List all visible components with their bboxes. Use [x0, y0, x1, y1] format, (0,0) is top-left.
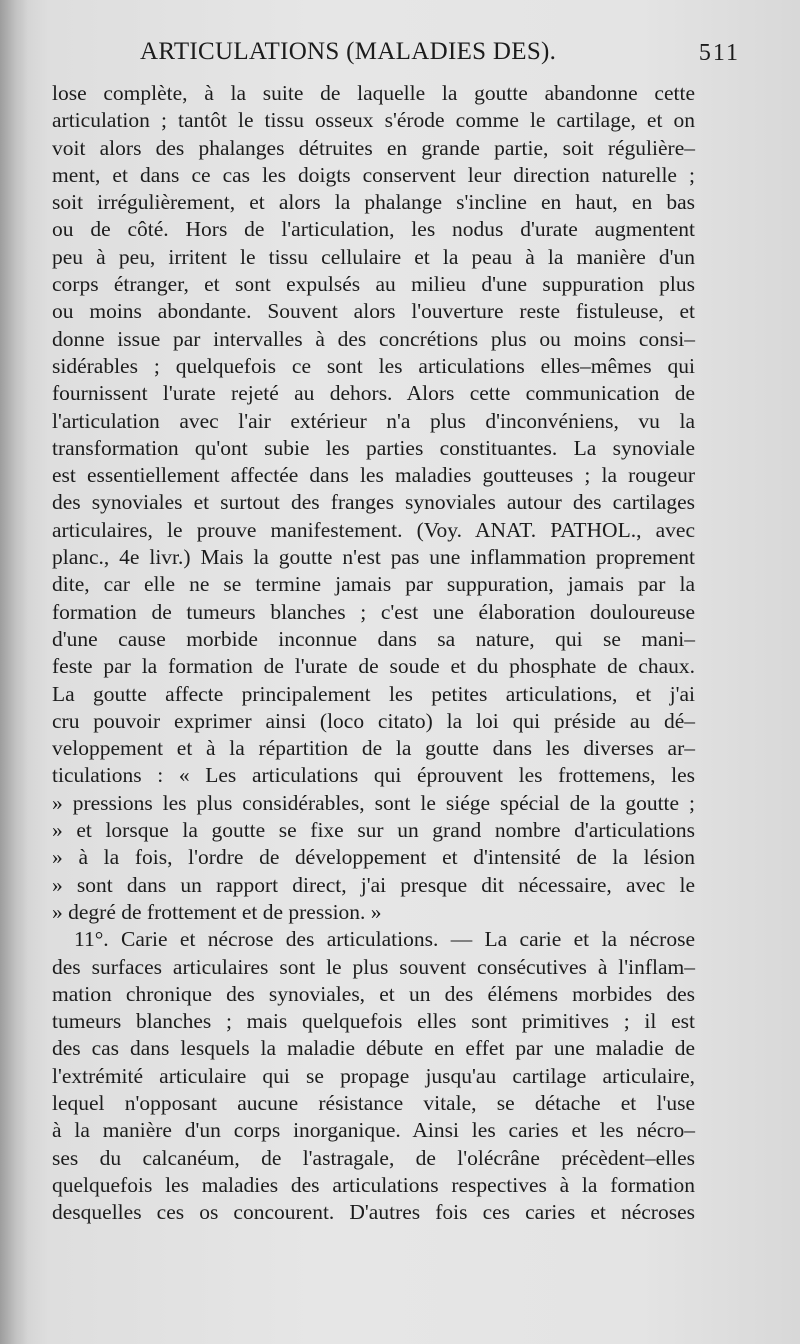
text-line: veloppement et à la répartition de la goutte dans les diverses ar– [52, 736, 695, 761]
text-line: lequel n'opposant aucune résistance vitale, se détache et l'use [52, 1090, 695, 1115]
text-line: voit alors des phalanges détruites en grande partie, soit régulière– [52, 135, 695, 160]
text-line: dite, car elle ne se termine jamais par suppuration, jamais par la [52, 572, 695, 597]
page-header [140, 38, 740, 78]
text-line: ses du calcanéum, de l'astragale, de l'olécrâne précèdent–elles [52, 1145, 695, 1170]
text-line: articulaires, le prouve manifestement. (Voy. ANAT. PATHOL., avec [52, 517, 695, 542]
text-line: » à la fois, l'ordre de développement et d'intensité de la lésion [52, 845, 695, 870]
running-title: ARTICULATIONS (MALADIES DES). [140, 38, 557, 65]
text-line: transformation qu'ont subie les parties constituantes. La synoviale [52, 435, 695, 460]
text-line: sidérables ; quelquefois ce sont les articulations elles–mêmes qui [52, 353, 695, 378]
text-line: quelquefois les maladies des articulations respectives à la formation [52, 1172, 695, 1197]
text-line: peu à peu, irritent le tissu cellulaire et la peau à la manière d'un [52, 244, 695, 269]
text-line: ou moins abondante. Souvent alors l'ouverture reste fistuleuse, et [52, 299, 695, 324]
text-line: desquelles ces os concourent. D'autres fois ces caries et nécroses [52, 1200, 695, 1225]
text-line: ment, et dans ce cas les doigts conservent leur direction naturelle ; [52, 162, 695, 187]
text-line: l'articulation avec l'air extérieur n'a plus d'inconvéniens, vu la [52, 408, 695, 433]
text-line: des cas dans lesquels la maladie débute en effet par une maladie de [52, 1036, 695, 1061]
text-line: planc., 4e livr.) Mais la goutte n'est pas une inflammation proprement [52, 545, 695, 570]
body-text [52, 80, 695, 1226]
text-line: ticulations : « Les articulations qui éprouvent les frottemens, les [52, 763, 695, 788]
text-line: La goutte affecte principalement les petites articulations, et j'ai [52, 681, 695, 706]
text-line: corps étranger, et sont expulsés au milieu d'une suppuration plus [52, 272, 695, 297]
text-line: feste par la formation de l'urate de soude et du phosphate de chaux. [52, 654, 695, 679]
text-line: soit irrégulièrement, et alors la phalange s'incline en haut, en bas [52, 190, 695, 215]
text-line: cru pouvoir exprimer ainsi (loco citato) la loi qui préside au dé– [52, 708, 695, 733]
text-line: ou de côté. Hors de l'articulation, les nodus d'urate augmentent [52, 217, 695, 242]
text-line: lose complète, à la suite de laquelle la goutte abandonne cette [52, 81, 695, 105]
text-line: fournissent l'urate rejeté au dehors. Alors cette communication de [52, 381, 695, 406]
text-line: donne issue par intervalles à des concrétions plus ou moins consi– [52, 326, 695, 351]
page-gutter-shadow [0, 0, 28, 1344]
text-line: d'une cause morbide inconnue dans sa nature, qui se mani– [52, 626, 695, 651]
text-line: mation chronique des synoviales, et un des élémens morbides des [52, 981, 695, 1006]
text-line: des synoviales et surtout des franges synoviales autour des cartilages [52, 490, 695, 515]
page-number: 511 [698, 40, 740, 66]
text-line: tumeurs blanches ; mais quelquefois elles sont primitives ; il est [52, 1009, 695, 1034]
text-line: articulation ; tantôt le tissu osseux s'érode comme le cartilage, et on [52, 108, 695, 133]
section-heading-line: 11°. Carie et nécrose des articulations. — La carie et la nécrose [74, 927, 695, 952]
text-line: des surfaces articulaires sont le plus souvent consécutives à l'inflam– [52, 954, 695, 979]
text-line: à la manière d'un corps inorganique. Ainsi les caries et les nécro– [52, 1118, 695, 1143]
text-line: » et lorsque la goutte se fixe sur un grand nombre d'articulations [52, 818, 695, 843]
text-line: » degré de frottement et de pression. » [52, 899, 382, 924]
text-line: » pressions les plus considérables, sont le siége spécial de la goutte ; [52, 790, 695, 815]
text-line: est essentiellement affectée dans les maladies goutteuses ; la rougeur [52, 463, 695, 488]
text-line: l'extrémité articulaire qui se propage jusqu'au cartilage articulaire, [52, 1063, 695, 1088]
text-line: » sont dans un rapport direct, j'ai presque dit nécessaire, avec le [52, 872, 695, 897]
text-line: formation de tumeurs blanches ; c'est une élaboration douloureuse [52, 599, 695, 624]
